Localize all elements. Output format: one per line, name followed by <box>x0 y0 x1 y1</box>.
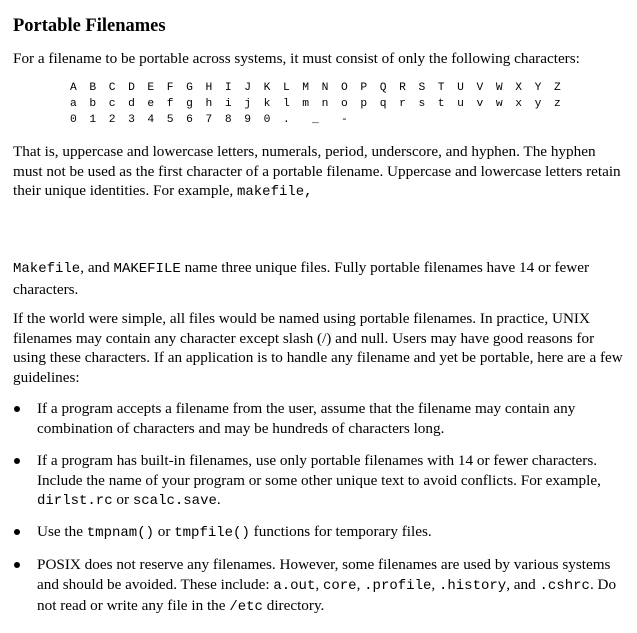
list-item-text-part: functions for temporary files. <box>249 523 432 540</box>
paragraph-text: name three unique files. Fully portable filenames have 14 or fewer characters. <box>13 259 589 298</box>
code-dirlst-rc: dirlst.rc <box>37 493 113 509</box>
list-item-text-part: , <box>356 575 365 593</box>
code-tmpfile: tmpfile() <box>174 525 250 541</box>
paragraph-character-rules <box>13 142 625 203</box>
bullet-icon <box>14 458 20 464</box>
code-profile: .profile <box>364 577 432 594</box>
paragraph-text: , and <box>80 259 114 276</box>
list-item-text <box>37 522 627 544</box>
list-item-text-part: . Do not read or write any file in the <box>37 575 617 614</box>
code-cshrc: .cshrc <box>539 577 590 594</box>
portable-character-set <box>70 80 564 128</box>
code-etc: /etc <box>229 599 263 615</box>
paragraph-guidelines-intro: If the world were simple, all files would be named using portable filenames. In practice, UNIX filenames may contain any character except slash (/) and null. Users may have good reasons for using these characters. If an application is to handle any filename and yet be portable, here are a few guidelines: <box>13 310 623 386</box>
bullet-icon <box>14 562 20 568</box>
list-item-text-part: POSIX does not reserve any filenames. However, some filenames are used by various systems and should be avoided. These include: <box>37 556 611 593</box>
paragraph-text: That is, uppercase and lowercase letters, numerals, period, underscore, and hyphen. The hyphen must not be used as the first character of a portable filename. Uppercase and lowercase letters retain their unique identities. For example, <box>13 143 621 199</box>
list-item-text-part: directory. <box>262 597 325 614</box>
list-item-text-part: , and <box>506 575 540 593</box>
list-item-text-part: Use the <box>37 523 87 540</box>
list-item-text-part: or <box>154 523 175 540</box>
code-core: core <box>322 577 357 594</box>
code-tmpnam: tmpnam() <box>86 525 154 541</box>
list-item-text-part: or <box>112 491 133 508</box>
code-history: .history <box>438 577 507 594</box>
list-item-text: If a program accepts a filename from the user, assume that the filename may contain any combination of characters and may be hundreds of characters long. <box>37 400 576 437</box>
list-item-text-part: If a program has built-in filenames, use only portable filenames with 14 or fewer characters. Include the name of your program or some other unique text to avoid conflicts. For example, <box>37 452 601 489</box>
code-makefile-uppercase: MAKEFILE <box>113 261 181 277</box>
page-title: Portable Filenames <box>13 16 166 36</box>
code-makefile: makefile, <box>236 184 313 200</box>
bullet-icon <box>14 406 20 412</box>
list-item-text <box>37 451 627 512</box>
code-makefile-capitalized: Makefile <box>13 261 81 277</box>
intro-paragraph: For a filename to be portable across systems, it must consist of only the following characters: <box>13 50 580 67</box>
list-item-text <box>37 555 627 618</box>
lowercase-letters: a b c d e f g h i j k l m n o p q r s t u v w x y z <box>70 98 564 110</box>
code-scalc-save: scalc.save <box>132 493 217 509</box>
list-item-text-part: , <box>431 575 439 593</box>
uppercase-letters: A B C D E F G H I J K L M N O P Q R S T U V W X Y Z <box>70 82 564 94</box>
list-item-text-part: . <box>216 491 221 508</box>
code-a-out: a.out <box>273 577 316 594</box>
list-item-text-part: , <box>315 575 323 593</box>
bullet-icon <box>14 529 20 535</box>
paragraph-unique-files <box>13 258 625 299</box>
digits-and-symbols: 0 1 2 3 4 5 6 7 8 9 0 . _ - <box>70 114 351 126</box>
